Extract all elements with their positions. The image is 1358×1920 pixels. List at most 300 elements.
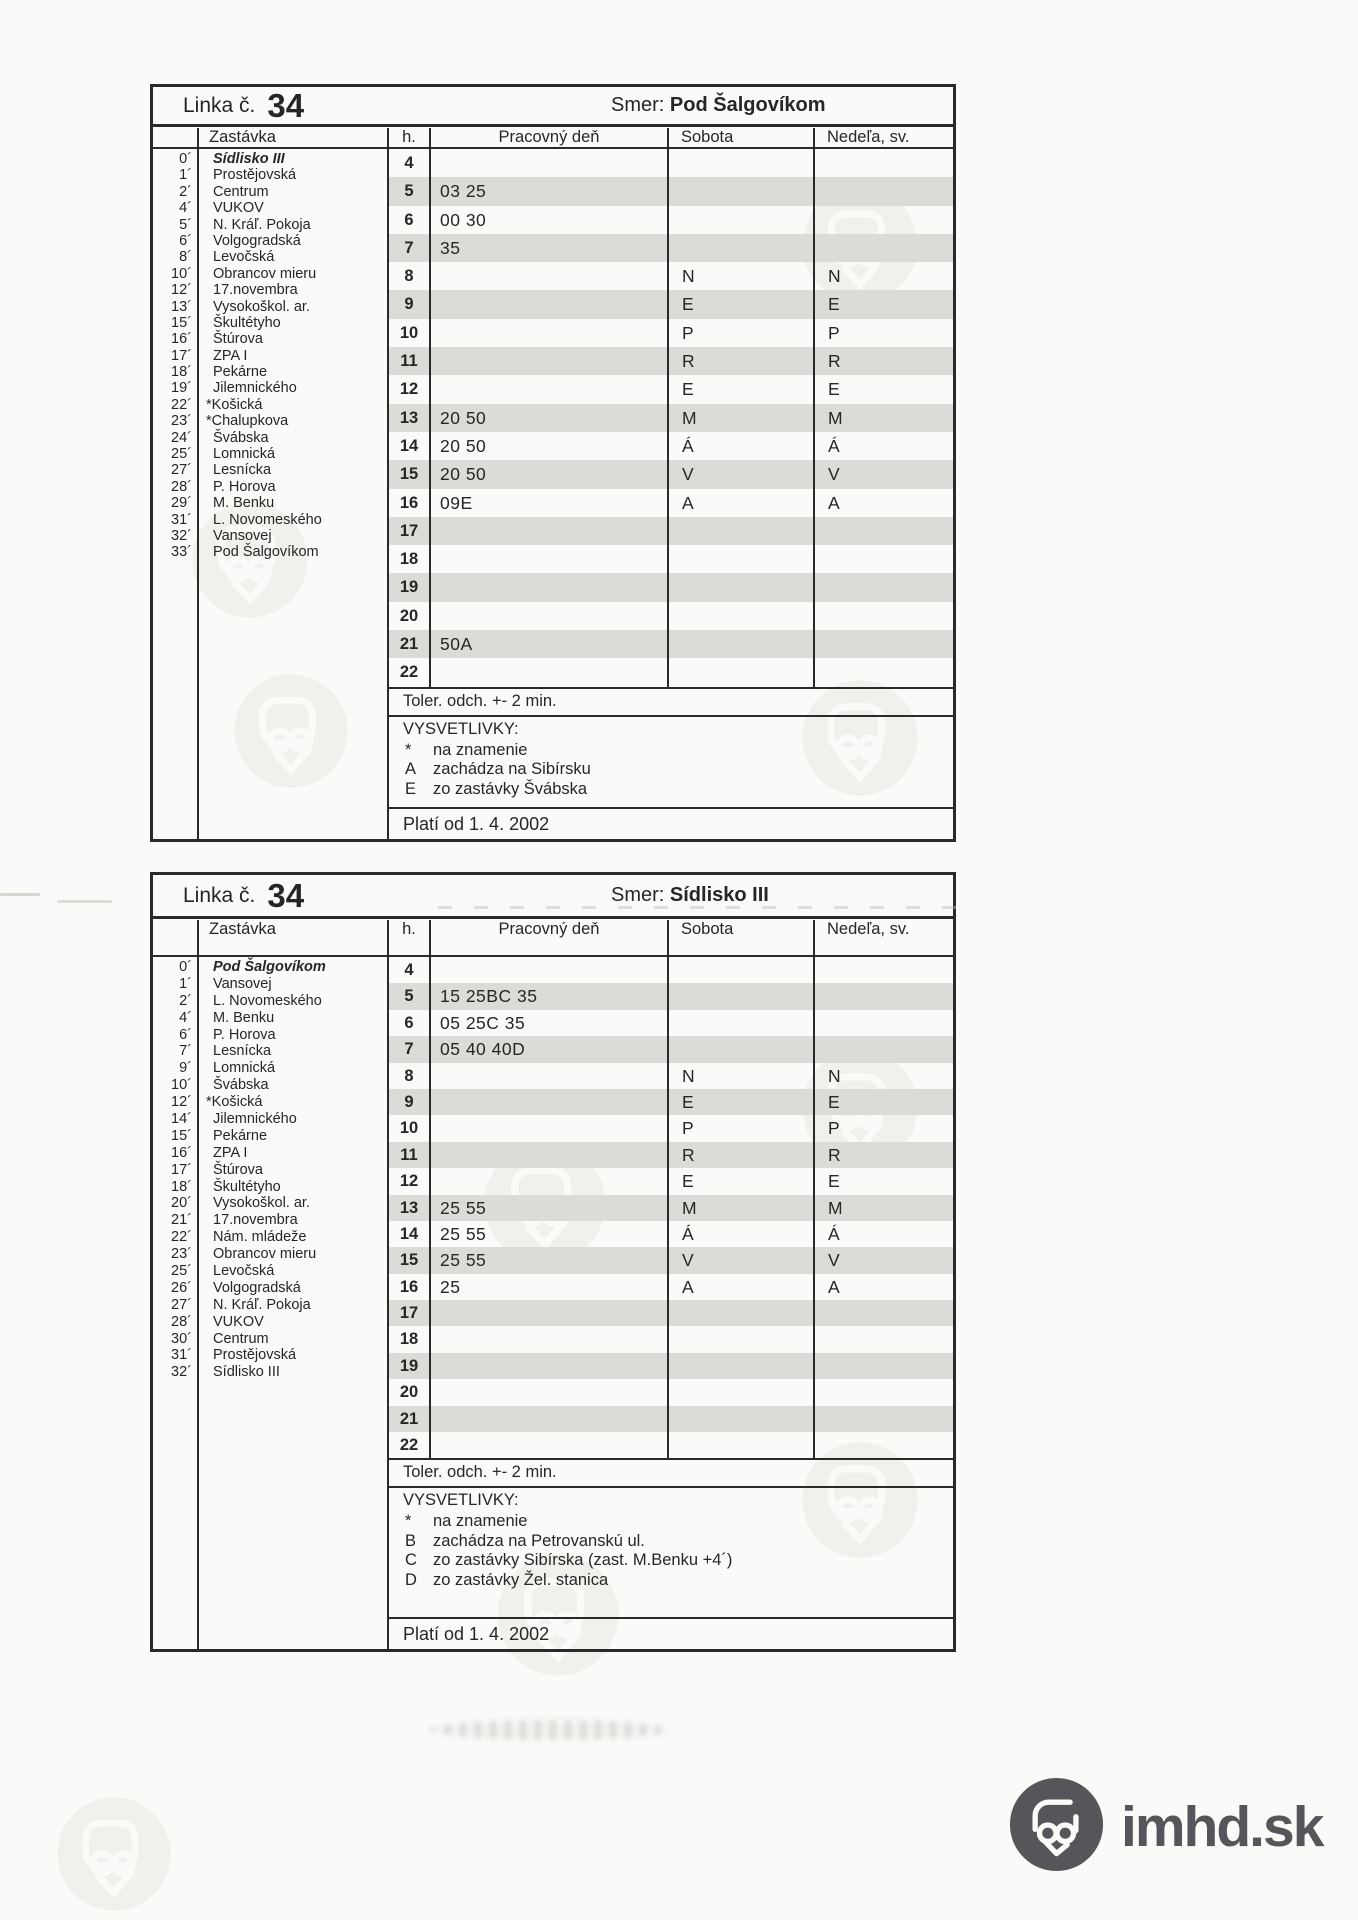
hour-row xyxy=(389,234,953,262)
scan-artifact xyxy=(57,900,112,903)
hour-label: 11 xyxy=(400,1145,418,1164)
stop-name: Pekárne xyxy=(213,1127,268,1144)
saturday-times xyxy=(667,573,813,601)
stop-minutes: 27´ xyxy=(171,1296,192,1313)
stop-minutes: 24´ xyxy=(171,429,192,446)
legend-symbol: A xyxy=(405,760,417,779)
saturday-times xyxy=(667,1432,813,1458)
stop-name: Pod Šalgovíkom xyxy=(213,959,326,975)
hour-row xyxy=(389,573,953,601)
stop-minutes: 28´ xyxy=(171,478,192,495)
stop-minutes: 19´ xyxy=(171,380,192,397)
hour-row xyxy=(389,1274,953,1300)
workday-times: 20 50 xyxy=(429,460,667,488)
legend-text: zo zastávky Švábska xyxy=(433,779,588,798)
stop-name: Levočská xyxy=(213,1263,275,1280)
line-number: 34 xyxy=(267,876,305,914)
stop-name: Škultétyho xyxy=(213,1178,281,1195)
stop-minutes: 26´ xyxy=(171,1279,192,1296)
sunday-times: E xyxy=(813,290,953,318)
direction xyxy=(611,94,826,117)
scan-artifact xyxy=(430,1720,670,1740)
stop-name: Sídlisko III xyxy=(213,151,285,167)
saturday-times xyxy=(667,1036,813,1062)
saturday-times: V xyxy=(667,460,813,488)
scan-artifact xyxy=(438,906,968,909)
hour-row xyxy=(389,1247,953,1273)
stop-names-column xyxy=(197,957,387,1649)
stop-name: Lomnická xyxy=(213,446,276,463)
stop-minutes: 12´ xyxy=(171,282,192,299)
stop-minutes: 15´ xyxy=(171,314,192,331)
valid-from: Platí od 1. 4. 2002 xyxy=(389,807,953,839)
col-header-stop: Zastávka xyxy=(197,920,387,955)
workday-times xyxy=(429,1168,667,1194)
legend-line xyxy=(403,780,953,800)
line-label: Linka č. xyxy=(183,883,256,907)
stop-name: ZPA I xyxy=(213,347,248,364)
stop-name: Vansovej xyxy=(213,527,272,544)
stop-minutes: 12´ xyxy=(171,1094,192,1111)
sunday-times xyxy=(813,1036,953,1062)
stop-name: Prostějovská xyxy=(213,167,297,184)
col-header-saturday: Sobota xyxy=(667,920,813,955)
saturday-times: A xyxy=(667,489,813,517)
hour-row xyxy=(389,1089,953,1115)
sunday-times xyxy=(813,1300,953,1326)
legend-symbol: * xyxy=(405,1512,412,1531)
hour-row xyxy=(389,1326,953,1352)
workday-times xyxy=(429,319,667,347)
stop-name: Pekárne xyxy=(213,364,268,381)
saturday-times xyxy=(667,957,813,983)
stop-minutes: 2´ xyxy=(179,992,192,1009)
stop-name: Švábska xyxy=(213,1077,269,1094)
legend-title: VYSVETLIVKY: xyxy=(403,1491,519,1510)
saturday-times: E xyxy=(667,1168,813,1194)
workday-times: 20 50 xyxy=(429,432,667,460)
sunday-times xyxy=(813,149,953,177)
saturday-times xyxy=(667,177,813,205)
workday-times xyxy=(429,1406,667,1432)
hour-label: 16 xyxy=(399,1277,419,1296)
saturday-times xyxy=(667,602,813,630)
workday-times: 15 25BC 35 xyxy=(429,983,667,1009)
stop-name: L. Novomeského xyxy=(213,511,322,528)
sunday-times xyxy=(813,602,953,630)
stop-name: *Košická xyxy=(206,396,263,413)
workday-times xyxy=(429,375,667,403)
stop-minutes: 32´ xyxy=(171,527,192,544)
stop-minutes: 5´ xyxy=(179,216,192,233)
legend-text: na znamenie xyxy=(433,740,528,759)
sunday-times xyxy=(813,517,953,545)
sunday-times xyxy=(813,983,953,1009)
hour-label: 17 xyxy=(399,1304,419,1323)
workday-times xyxy=(429,1089,667,1115)
stop-names-column xyxy=(197,149,387,839)
sunday-times: Á xyxy=(813,1221,953,1247)
workday-times xyxy=(429,1115,667,1141)
hour-label: 9 xyxy=(404,1092,414,1111)
stop-name: Vansovej xyxy=(213,975,272,992)
sunday-times: R xyxy=(813,347,953,375)
hour-label: 14 xyxy=(399,1224,419,1243)
saturday-times: E xyxy=(667,290,813,318)
hour-row xyxy=(389,460,953,488)
hour-row xyxy=(389,602,953,630)
hour-label: 7 xyxy=(404,1040,414,1059)
stop-name: Vysokoškol. ar. xyxy=(213,1195,310,1212)
stop-minutes: 21´ xyxy=(171,1212,192,1229)
sunday-times xyxy=(813,1353,953,1379)
stop-minutes-column xyxy=(153,149,197,839)
legend-text: zachádza na Petrovanskú ul. xyxy=(433,1531,645,1550)
hour-label: 9 xyxy=(404,295,414,314)
stop-minutes: 6´ xyxy=(179,1026,192,1043)
workday-times xyxy=(429,658,667,686)
hour-label: 20 xyxy=(399,1383,419,1402)
stop-minutes-column xyxy=(153,957,197,1649)
stop-name: Prostějovská xyxy=(213,1347,297,1364)
sunday-times: V xyxy=(813,460,953,488)
stop-name: Nám. mládeže xyxy=(213,1229,307,1246)
stop-name: M. Benku xyxy=(213,1009,275,1026)
sunday-times xyxy=(813,573,953,601)
stop-name: Jilemnického xyxy=(213,1111,297,1128)
hour-row xyxy=(389,404,953,432)
workday-times xyxy=(429,1326,667,1352)
timetable xyxy=(150,84,956,842)
legend xyxy=(389,1486,953,1617)
saturday-times xyxy=(667,630,813,658)
workday-times: 20 50 xyxy=(429,404,667,432)
hour-label: 20 xyxy=(399,606,419,625)
stop-minutes: 13´ xyxy=(171,298,192,315)
sunday-times: R xyxy=(813,1142,953,1168)
saturday-times: R xyxy=(667,1142,813,1168)
stop-name: N. Kráľ. Pokoja xyxy=(213,1296,311,1313)
saturday-times xyxy=(667,149,813,177)
hour-label: 19 xyxy=(399,578,419,597)
timetable-header xyxy=(153,87,953,127)
saturday-times: E xyxy=(667,375,813,403)
saturday-times: R xyxy=(667,347,813,375)
sunday-times xyxy=(813,1010,953,1036)
legend-line xyxy=(403,1571,953,1591)
saturday-times: P xyxy=(667,1115,813,1141)
workday-times: 50A xyxy=(429,630,667,658)
stop-name: P. Horova xyxy=(213,1026,276,1043)
stop-minutes: 4´ xyxy=(179,200,192,217)
legend-symbol: D xyxy=(405,1570,417,1589)
workday-times: 03 25 xyxy=(429,177,667,205)
hour-label: 14 xyxy=(399,436,419,455)
legend-line xyxy=(403,741,953,761)
sunday-times xyxy=(813,177,953,205)
hour-row xyxy=(389,347,953,375)
stop-name: *Chalupkova xyxy=(206,413,289,430)
legend-text: zachádza na Sibírsku xyxy=(433,760,591,779)
hour-label: 10 xyxy=(399,1119,419,1138)
workday-times xyxy=(429,149,667,177)
hour-row xyxy=(389,1353,953,1379)
sunday-times: P xyxy=(813,319,953,347)
hour-label: 4 xyxy=(404,154,414,172)
column-headers xyxy=(153,127,953,149)
hour-row xyxy=(389,262,953,290)
saturday-times xyxy=(667,1010,813,1036)
hour-row xyxy=(389,1300,953,1326)
stop-name: Švábska xyxy=(213,429,269,446)
stop-minutes: 7´ xyxy=(179,1043,192,1060)
hour-row xyxy=(389,957,953,983)
workday-times xyxy=(429,1063,667,1089)
stop-name: Volgogradská xyxy=(213,1279,301,1296)
workday-times xyxy=(429,545,667,573)
legend-line xyxy=(403,1532,953,1552)
hour-label: 7 xyxy=(404,238,414,257)
stop-name: VUKOV xyxy=(213,1313,264,1330)
line-label: Linka č. xyxy=(183,93,256,117)
saturday-times xyxy=(667,983,813,1009)
timetable xyxy=(150,872,956,1652)
saturday-times xyxy=(667,1406,813,1432)
stop-minutes: 17´ xyxy=(171,1161,192,1178)
workday-times: 05 40 40D xyxy=(429,1036,667,1062)
workday-times: 09E xyxy=(429,489,667,517)
hour-row xyxy=(389,1063,953,1089)
sunday-times: Á xyxy=(813,432,953,460)
hour-row xyxy=(389,1195,953,1221)
hour-label: 11 xyxy=(400,352,418,371)
saturday-times: M xyxy=(667,404,813,432)
stop-minutes: 4´ xyxy=(179,1009,192,1026)
hour-label: 15 xyxy=(399,1251,419,1270)
sunday-times xyxy=(813,1432,953,1458)
hour-row xyxy=(389,1379,953,1405)
sunday-times xyxy=(813,234,953,262)
sunday-times: A xyxy=(813,489,953,517)
stop-minutes: 1´ xyxy=(179,975,192,992)
stop-minutes: 20´ xyxy=(171,1195,192,1212)
workday-times xyxy=(429,290,667,318)
hour-label: 10 xyxy=(399,323,419,342)
legend-text: na znamenie xyxy=(433,1512,528,1531)
hour-row xyxy=(389,177,953,205)
saturday-times xyxy=(667,658,813,686)
sunday-times xyxy=(813,1406,953,1432)
sunday-times xyxy=(813,957,953,983)
workday-times xyxy=(429,602,667,630)
hour-row xyxy=(389,1168,953,1194)
saturday-times xyxy=(667,206,813,234)
sunday-times: M xyxy=(813,404,953,432)
stop-name: Vysokoškol. ar. xyxy=(213,298,310,315)
stop-minutes: 28´ xyxy=(171,1313,192,1330)
workday-times xyxy=(429,1142,667,1168)
tolerance-note: Toler. odch. +- 2 min. xyxy=(389,1458,953,1486)
sunday-times: N xyxy=(813,1063,953,1089)
hour-label: 12 xyxy=(399,1172,419,1191)
stop-name: M. Benku xyxy=(213,495,275,512)
legend-lines xyxy=(403,1512,953,1590)
saturday-times: V xyxy=(667,1247,813,1273)
stop-minutes: 10´ xyxy=(171,265,192,282)
sunday-times xyxy=(813,1326,953,1352)
col-header-saturday: Sobota xyxy=(667,128,813,147)
saturday-times: N xyxy=(667,1063,813,1089)
workday-times xyxy=(429,517,667,545)
column-headers xyxy=(153,919,953,957)
stop-minutes: 14´ xyxy=(171,1111,192,1128)
stop-minutes: 10´ xyxy=(171,1077,192,1094)
saturday-times: E xyxy=(667,1089,813,1115)
legend-lines xyxy=(403,741,953,800)
imhd-logo-text: imhd.sk xyxy=(1121,1795,1323,1859)
hour-label: 5 xyxy=(404,987,414,1006)
stop-minutes: 25´ xyxy=(171,1263,192,1280)
stop-name: Levočská xyxy=(213,249,275,266)
stop-name: Centrum xyxy=(213,183,269,200)
direction-name: Sídlisko III xyxy=(669,884,769,906)
legend-title: VYSVETLIVKY: xyxy=(403,719,519,738)
hour-row xyxy=(389,489,953,517)
workday-times xyxy=(429,1300,667,1326)
sunday-times xyxy=(813,630,953,658)
stop-name: VUKOV xyxy=(213,200,264,217)
workday-times: 25 55 xyxy=(429,1195,667,1221)
hour-label: 22 xyxy=(399,1436,419,1455)
saturday-times xyxy=(667,517,813,545)
hour-label: 19 xyxy=(399,1356,419,1375)
hour-label: 21 xyxy=(399,1409,419,1428)
workday-times: 05 25C 35 xyxy=(429,1010,667,1036)
watermark-logo-icon xyxy=(55,1795,173,1913)
timetable-header xyxy=(153,875,953,919)
stop-minutes: 15´ xyxy=(171,1127,192,1144)
hour-row xyxy=(389,1221,953,1247)
hour-label: 15 xyxy=(399,465,419,484)
hour-label: 18 xyxy=(399,550,419,569)
sunday-times: M xyxy=(813,1195,953,1221)
col-header-minutes xyxy=(153,920,197,955)
sunday-times: P xyxy=(813,1115,953,1141)
sunday-times: V xyxy=(813,1247,953,1273)
hour-row xyxy=(389,545,953,573)
sunday-times xyxy=(813,658,953,686)
hour-label: 6 xyxy=(404,1013,414,1032)
hours-grid xyxy=(389,149,953,687)
legend-text: zo zastávky Žel. stanica xyxy=(433,1570,609,1589)
col-header-sunday: Nedeľa, sv. xyxy=(813,128,953,147)
hour-label: 8 xyxy=(404,267,414,286)
sunday-times: E xyxy=(813,375,953,403)
stop-name: 17.novembra xyxy=(213,1212,298,1229)
workday-times: 25 55 xyxy=(429,1247,667,1273)
stop-name: Jilemnického xyxy=(213,380,297,397)
imhd-logo xyxy=(1008,1776,1322,1878)
workday-times xyxy=(429,1432,667,1458)
stop-minutes: 0´ xyxy=(179,959,192,975)
saturday-times: M xyxy=(667,1195,813,1221)
hour-row xyxy=(389,1010,953,1036)
workday-times xyxy=(429,957,667,983)
stop-name: Pod Šalgovíkom xyxy=(213,544,319,561)
legend-text: zo zastávky Sibírska (zast. M.Benku +4´) xyxy=(433,1551,733,1570)
direction-label: Smer: xyxy=(611,884,665,906)
workday-times xyxy=(429,347,667,375)
stop-minutes: 33´ xyxy=(171,544,192,561)
stop-minutes: 23´ xyxy=(171,413,192,430)
stop-name: Štúrova xyxy=(213,1161,263,1178)
legend-line xyxy=(403,760,953,780)
stop-minutes: 6´ xyxy=(179,232,192,249)
stop-name: ZPA I xyxy=(213,1144,248,1161)
col-header-workday: Pracovný deň xyxy=(429,920,667,955)
departure-times-panel xyxy=(387,149,953,839)
stop-minutes: 32´ xyxy=(171,1364,192,1381)
hour-label: 13 xyxy=(399,408,419,427)
hour-row xyxy=(389,517,953,545)
workday-times: 25 xyxy=(429,1274,667,1300)
stop-minutes: 18´ xyxy=(171,1178,192,1195)
legend xyxy=(389,715,953,807)
stop-minutes: 2´ xyxy=(179,183,192,200)
hour-row xyxy=(389,149,953,177)
scan-artifact xyxy=(0,893,40,896)
stop-name: L. Novomeského xyxy=(213,992,322,1009)
sunday-times: A xyxy=(813,1274,953,1300)
col-header-sunday: Nedeľa, sv. xyxy=(813,920,953,955)
stop-minutes: 25´ xyxy=(171,446,192,463)
hour-label: 21 xyxy=(399,635,419,654)
saturday-times: A xyxy=(667,1274,813,1300)
saturday-times: P xyxy=(667,319,813,347)
stop-name: Volgogradská xyxy=(213,232,301,249)
hour-label: 17 xyxy=(399,521,419,540)
legend-symbol: C xyxy=(405,1551,417,1570)
col-header-minutes xyxy=(153,128,197,147)
hour-row xyxy=(389,206,953,234)
stop-name: N. Kráľ. Pokoja xyxy=(213,216,311,233)
sunday-times xyxy=(813,1379,953,1405)
stop-minutes: 1´ xyxy=(179,167,192,184)
sunday-times xyxy=(813,206,953,234)
stop-minutes: 29´ xyxy=(171,495,192,512)
stop-minutes: 30´ xyxy=(171,1330,192,1347)
stop-name: Obrancov mieru xyxy=(213,265,317,282)
legend-symbol: * xyxy=(405,740,412,759)
workday-times xyxy=(429,1379,667,1405)
hour-row xyxy=(389,290,953,318)
hour-row xyxy=(389,1115,953,1141)
hour-label: 8 xyxy=(404,1066,414,1085)
legend-line xyxy=(403,1512,953,1532)
stop-minutes: 16´ xyxy=(171,1144,192,1161)
stop-name: Štúrova xyxy=(213,331,263,348)
hour-row xyxy=(389,1432,953,1458)
hour-label: 18 xyxy=(399,1330,419,1349)
sunday-times: N xyxy=(813,262,953,290)
hour-row xyxy=(389,1142,953,1168)
sunday-times xyxy=(813,545,953,573)
saturday-times xyxy=(667,545,813,573)
col-header-hour: h. xyxy=(387,920,429,955)
saturday-times xyxy=(667,1379,813,1405)
saturday-times: Á xyxy=(667,1221,813,1247)
legend-symbol: B xyxy=(405,1531,417,1550)
